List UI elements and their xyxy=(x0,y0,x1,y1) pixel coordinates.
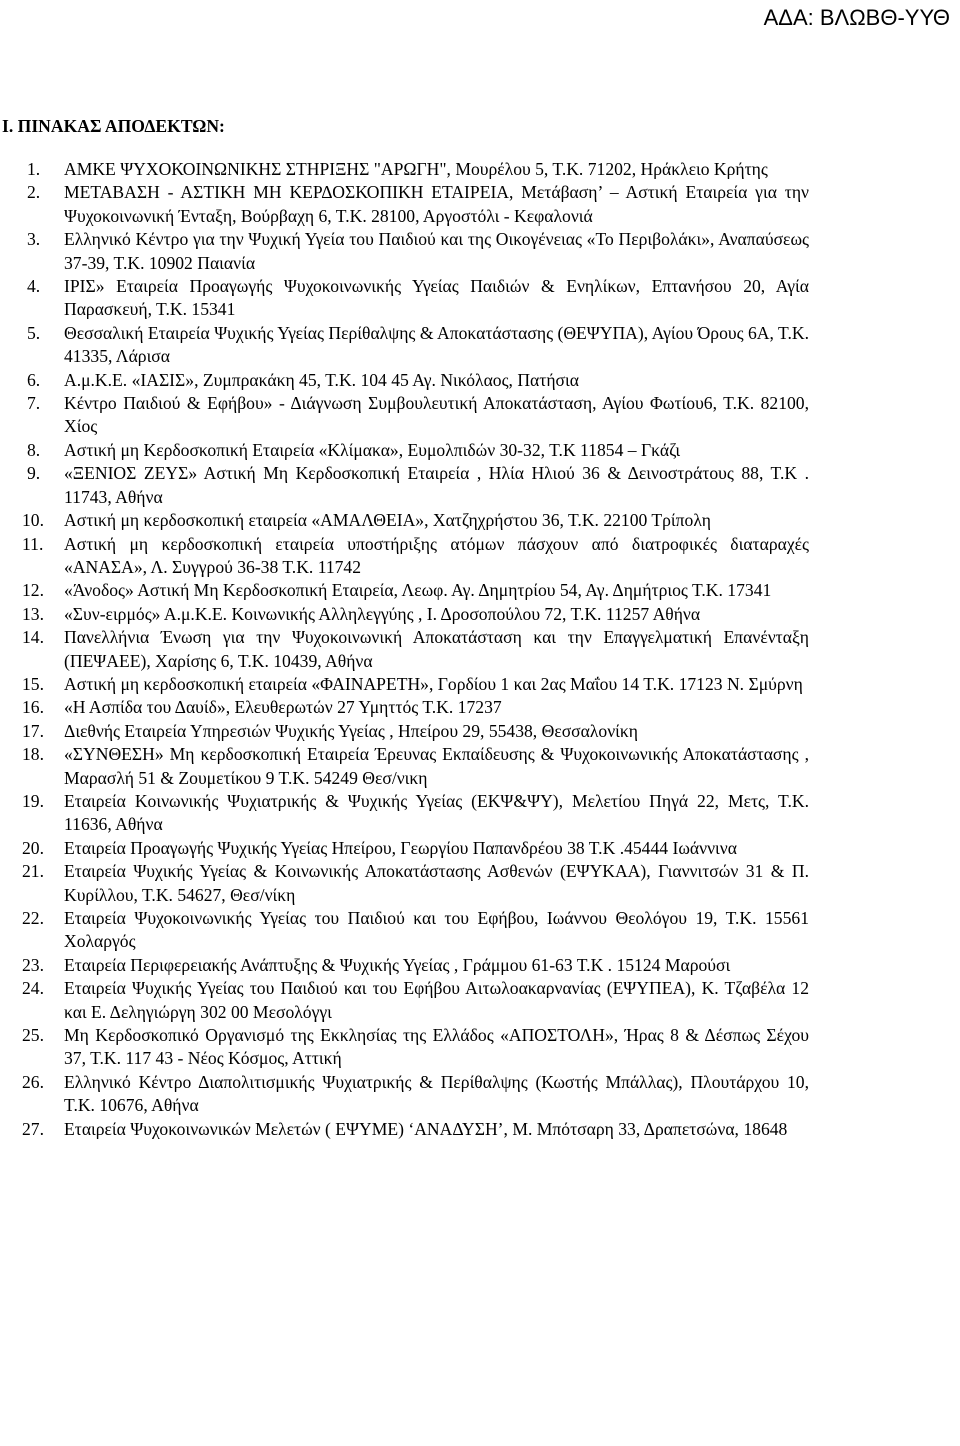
recipient-item xyxy=(0,439,960,462)
recipient-item xyxy=(0,181,960,228)
recipient-item xyxy=(0,743,960,790)
recipient-text: «Συν-ειρμός» Α.μ.Κ.Ε. Κοινωνικής Αλληλεγγύης , Ι. Δροσοπούλου 72, Τ.Κ. 11257 Αθήνα xyxy=(64,603,701,624)
recipient-number: 21. xyxy=(22,861,44,882)
recipient-number: 6. xyxy=(27,369,41,390)
recipient-text: ΑΜΚΕ ΨΥΧΟΚΟΙΝΩΝΙΚΗΣ ΣΤΗΡΙΞΗΣ "ΑΡΩΓΗ", Μουρέλου 5, Τ.Κ. 71202, Ηράκλειο Κρήτης xyxy=(64,159,768,179)
recipient-number: 16. xyxy=(22,697,44,718)
recipient-item xyxy=(0,673,960,696)
recipient-item xyxy=(0,1024,960,1071)
recipient-item xyxy=(0,228,960,275)
recipient-number: 27. xyxy=(22,1118,44,1139)
recipient-item xyxy=(0,275,960,322)
recipient-number: 14. xyxy=(22,627,44,648)
recipient-number: 11. xyxy=(22,533,44,554)
recipient-number: 12. xyxy=(22,580,44,601)
recipient-number: 9. xyxy=(27,463,41,484)
recipient-item xyxy=(0,977,960,1024)
recipient-item xyxy=(0,462,960,509)
recipient-text: ΜΕΤΑΒΑΣΗ - ΑΣΤΙΚΗ ΜΗ ΚΕΡΔΟΣΚΟΠΙΚΗ ΕΤΑΙΡΕΙΑ, Μετάβαση’ – Αστική Εταιρεία για την Ψυχοκοινωνική Ένταξη, Βούρβαχη 6, Τ.Κ. 28100, Αργοστόλι - Κεφαλονιά xyxy=(64,182,809,226)
recipient-number: 15. xyxy=(22,673,44,694)
document-body xyxy=(0,114,960,1141)
recipient-text: Πανελλήνια Ένωση για την Ψυχοκοινωνική Αποκατάσταση και την Επαγγελματική Επανένταξη (ΠΕΨΑΕΕ), Χαρίσης 6, Τ.Κ. 10439, Αθήνα xyxy=(64,627,809,671)
recipient-number: 3. xyxy=(27,229,41,250)
recipient-item xyxy=(0,954,960,977)
recipient-number: 22. xyxy=(22,908,44,928)
recipient-item xyxy=(0,837,960,860)
recipient-item xyxy=(0,626,960,673)
recipient-item xyxy=(0,509,960,532)
recipient-item xyxy=(0,1071,960,1118)
recipient-text: «Η Ασπίδα του Δαυίδ», Ελευθερωτών 27 Υμηττός Τ.Κ. 17237 xyxy=(64,697,502,718)
recipient-number: 10. xyxy=(22,510,44,531)
recipient-text: Εταιρεία Περιφερειακής Ανάπτυξης & Ψυχικής Υγείας , Γράμμου 61-63 Τ.Κ . 15124 Μαρούσι xyxy=(64,954,731,975)
recipient-text: Εταιρεία Ψυχικής Υγείας & Κοινωνικής Αποκατάστασης Ασθενών (ΕΨΥΚΑΑ), Γιαννιτσών 31 & Π. Κυρίλλου, Τ.Κ. 54627, Θεσ/νίκη xyxy=(64,861,809,905)
recipient-item xyxy=(0,907,960,954)
recipient-text: «ΣΥΝΘΕΣΗ» Μη κερδοσκοπική Εταιρεία Έρευνας Εκπαίδευσης & Ψυχοκοινωνικής Αποκατάστασης , Μαρασλή 51 & Ζουμετίκου 9 Τ.Κ. 54249 Θεσ/νικη xyxy=(64,744,809,788)
recipient-text: Εταιρεία Ψυχικής Υγείας του Παιδιού και του Εφήβου Αιτωλοακαρνανίας (ΕΨΥΠΕΑ), Κ. Τζαβέλα 12 και Ε. Δεληγιώργη 302 00 Μεσολόγγι xyxy=(64,978,809,1022)
recipient-text: «ΞΕΝΙΟΣ ΖΕΥΣ» Αστική Μη Κερδοσκοπική Εταιρεία , Ηλία Ηλιού 36 & Δεινοστράτους 88, Τ.Κ . 11743, Αθήνα xyxy=(64,463,809,507)
recipient-item xyxy=(0,322,960,369)
recipient-item xyxy=(0,1118,960,1141)
recipient-text: ΙΡΙΣ» Εταιρεία Προαγωγής Ψυχοκοινωνικής Υγείας Παιδιών & Ενηλίκων, Επτανήσου 20, Αγία Παρασκευή, Τ.Κ. 15341 xyxy=(64,276,809,320)
recipient-item xyxy=(0,158,960,181)
recipient-number: 20. xyxy=(22,837,44,858)
recipient-item xyxy=(0,696,960,719)
recipient-number: 26. xyxy=(22,1071,44,1092)
recipient-text: Ελληνικό Κέντρο Διαπολιτισμικής Ψυχιατρικής & Περίθαλψης (Κωστής Μπάλλας), Πλουτάρχου 10, Τ.Κ. 10676, Αθήνα xyxy=(64,1071,809,1116)
recipient-item xyxy=(0,533,960,580)
recipient-text: Αστική μη κερδοσκοπική εταιρεία υποστήριξης ατόμων πάσχουν από διατροφικές διαταραχές «ΑΝΑΣΑ», Λ. Συγγρού 36-38 Τ.Κ. 11742 xyxy=(64,533,809,577)
recipient-item xyxy=(0,369,960,392)
recipient-item xyxy=(0,790,960,837)
recipient-text: Εταιρεία Προαγωγής Ψυχικής Υγείας Ηπείρου, Γεωργίου Παπανδρέου 38 Τ.Κ .45444 Ιωάννινα xyxy=(64,837,737,858)
recipient-list xyxy=(0,158,960,1141)
recipient-item xyxy=(0,579,960,602)
recipient-text: Αστική μη κερδοσκοπική εταιρεία «ΑΜΑΛΘΕΙΑ», Χατζηχρήστου 36, Τ.Κ. 22100 Τρίπολη xyxy=(64,510,711,531)
recipient-text: Εταιρεία Κοινωνικής Ψυχιατρικής & Ψυχικής Υγείας (ΕΚΨ&ΨΥ), Μελετίου Πηγά 22, Μετς, Τ.Κ. 11636, Αθήνα xyxy=(64,790,809,835)
recipient-number: 17. xyxy=(22,720,44,741)
section-title: Ι. ΠΙΝΑΚΑΣ ΑΠΟΔΕΚΤΩΝ: xyxy=(2,116,225,136)
recipient-number: 7. xyxy=(27,393,41,414)
recipient-text: Διεθνής Εταιρεία Υπηρεσιών Ψυχικής Υγείας , Ηπείρου 29, 55438, Θεσσαλονίκη xyxy=(64,720,638,741)
recipient-number: 23. xyxy=(22,954,44,975)
recipient-number: 13. xyxy=(22,603,44,624)
recipient-item xyxy=(0,392,960,439)
recipient-text: Α.μ.Κ.Ε. «ΙΑΣΙΣ», Ζυμπρακάκη 45, Τ.Κ. 104 45 Αγ. Νικόλαος, Πατήσια xyxy=(64,369,579,390)
recipient-item xyxy=(0,720,960,743)
ada-code: ΑΔΑ: ΒΛΩΒΘ-ΥΥΘ xyxy=(763,5,950,30)
recipient-text: Κέντρο Παιδιού & Εφήβου» - Διάγνωση Συμβουλευτική Αποκατάσταση, Αγίου Φωτίου6, Τ.Κ. 82100, Χίος xyxy=(64,393,809,437)
recipient-number: 4. xyxy=(27,276,41,297)
recipient-number: 18. xyxy=(22,744,44,765)
recipient-text: Αστική μη κερδοσκοπική εταιρεία «ΦΑΙΝΑΡΕΤΗ», Γορδίου 1 και 2ας Μαΐου 14 Τ.Κ. 17123 Ν. Σμύρνη xyxy=(64,673,803,694)
recipient-text: «Άνοδος» Αστική Μη Κερδοσκοπική Εταιρεία, Λεωφ. Αγ. Δημητρίου 54, Αγ. Δημήτριος Τ.Κ. 17341 xyxy=(64,580,772,601)
recipient-number: 1. xyxy=(27,159,41,179)
recipient-text: Εταιρεία Ψυχοκοινωνικής Υγείας του Παιδιού και του Εφήβου, Ιωάννου Θεολόγου 19, Τ.Κ. 15561 Χολαργός xyxy=(64,908,809,952)
recipient-item xyxy=(0,603,960,626)
recipient-number: 25. xyxy=(22,1025,44,1046)
recipient-text: Αστική μη Κερδοσκοπική Εταιρεία «Κλίμακα», Ευμολπιδών 30-32, Τ.Κ 11854 – Γκάζι xyxy=(64,439,681,460)
recipient-text: Εταιρεία Ψυχοκοινωνικών Μελετών ( ΕΨΥΜΕ) ‘ΑΝΑΔΥΣΗ’, Μ. Μπότσαρη 33, Δραπετσώνα, 18648 xyxy=(64,1118,788,1139)
recipient-item xyxy=(0,860,960,907)
recipient-number: 19. xyxy=(22,790,44,811)
recipient-text: Ελληνικό Κέντρο για την Ψυχική Υγεία του Παιδιού και της Οικογένειας «Το Περιβολάκι», Αναπαύσεως 37-39, Τ.Κ. 10902 Παιανία xyxy=(64,229,809,273)
recipient-number: 24. xyxy=(22,978,44,999)
recipient-text: Θεσσαλική Εταιρεία Ψυχικής Υγείας Περίθαλψης & Αποκατάστασης (ΘΕΨΥΠΑ), Αγίου Όρους 6Α, Τ.Κ. 41335, Λάρισα xyxy=(64,322,809,367)
recipient-number: 5. xyxy=(27,322,41,343)
recipient-number: 8. xyxy=(27,439,41,460)
recipient-number: 2. xyxy=(27,182,41,203)
recipient-text: Μη Κερδοσκοπικό Οργανισμό της Εκκλησίας της Ελλάδος «ΑΠΟΣΤΟΛΗ», Ήρας 8 & Δέσπως Σέχου 37, Τ.Κ. 117 43 - Νέος Κόσμος, Αττική xyxy=(64,1025,809,1069)
